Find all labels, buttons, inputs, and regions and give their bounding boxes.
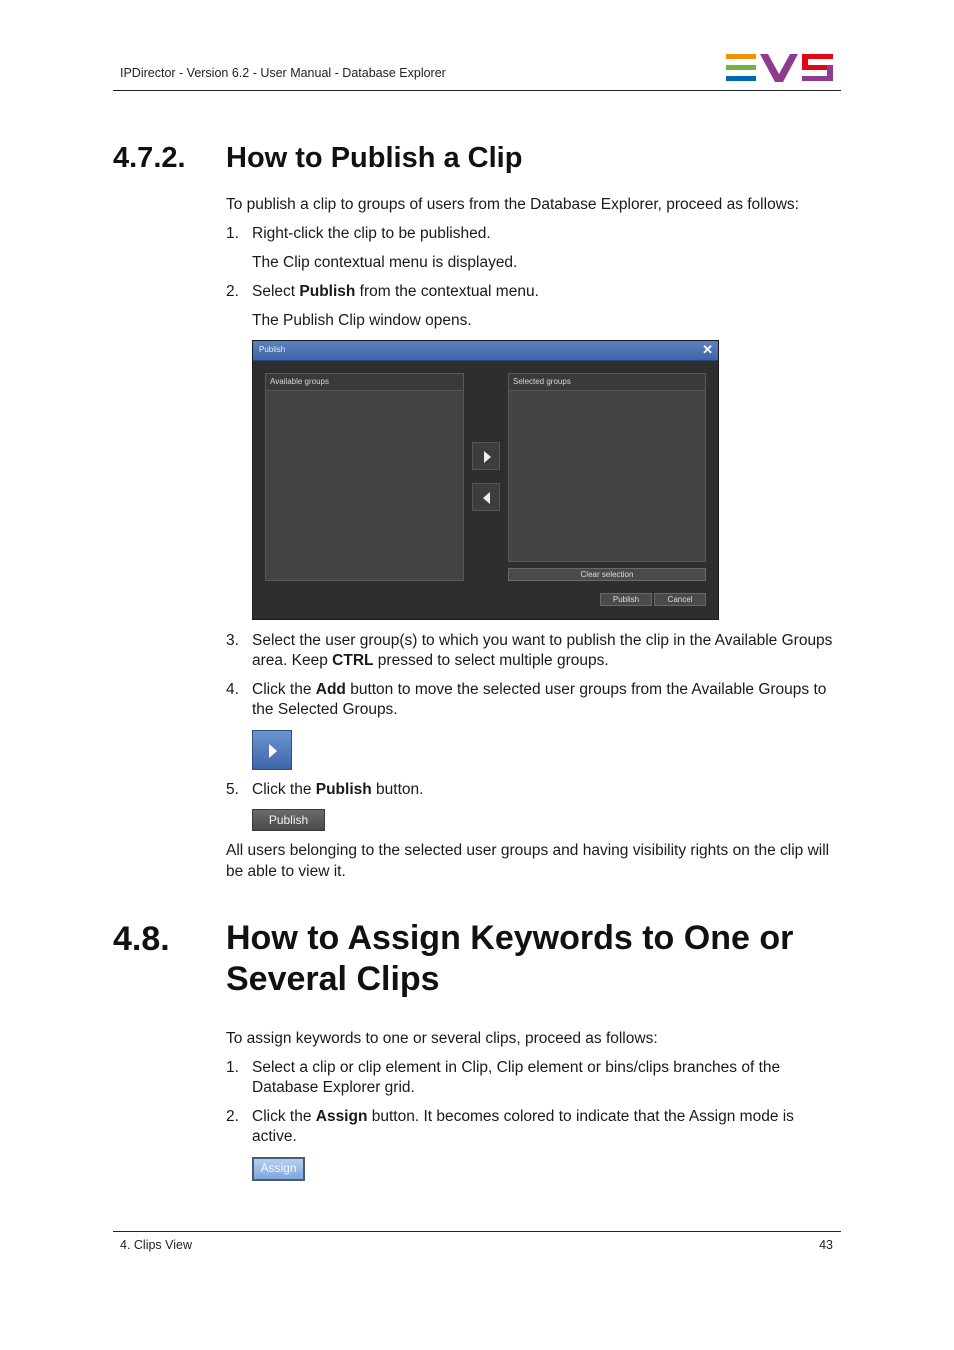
- step-number: 1.: [226, 225, 239, 242]
- step-number: 2.: [226, 1108, 239, 1125]
- step-text: Select Publish from the contextual menu.: [252, 283, 539, 300]
- step-text: Right-click the clip to be published.: [252, 225, 491, 242]
- arrow-right-icon: [484, 451, 491, 463]
- closing-paragraph: be able to view it.: [226, 863, 346, 880]
- step-text: Click the Publish button.: [252, 781, 424, 798]
- running-header: IPDirector - Version 6.2 - User Manual - Database Explorer: [120, 66, 446, 80]
- step-text: Select a clip or clip element in Clip, Clip element or bins/clips branches of the: [252, 1059, 781, 1076]
- step-result: The Publish Clip window opens.: [252, 312, 472, 329]
- intro-paragraph: To publish a clip to groups of users from the Database Explorer, proceed as follows:: [226, 196, 799, 213]
- step-number: 3.: [226, 632, 239, 649]
- header-rule: [113, 90, 841, 91]
- step-text: Database Explorer grid.: [252, 1079, 415, 1096]
- step-text: Click the Assign button. It becomes colored to indicate that the Assign mode is: [252, 1108, 794, 1125]
- section-title: How to Assign Keywords to One or Several Clips: [226, 919, 794, 998]
- arrow-left-icon: [483, 492, 490, 504]
- arrow-right-icon: [269, 744, 277, 758]
- intro-paragraph: To assign keywords to one or several clips, proceed as follows:: [226, 1030, 658, 1047]
- step-number: 1.: [226, 1059, 239, 1076]
- step-text: area. Keep CTRL pressed to select multiple groups.: [252, 652, 609, 669]
- step-text: Click the Add button to move the selected user groups from the Available Groups to: [252, 681, 827, 698]
- publish-button-image: Publish: [252, 809, 325, 831]
- step-text: Select the user group(s) to which you want to publish the clip in the Available Groups: [252, 632, 833, 649]
- add-button-image: [252, 730, 292, 770]
- step-result: The Clip contextual menu is displayed.: [252, 254, 518, 271]
- dialog-title: Publish: [259, 345, 286, 354]
- dialog-cancel-button[interactable]: Cancel: [654, 593, 706, 606]
- section-title: How to Publish a Clip: [226, 142, 523, 174]
- evs-logo: [726, 54, 834, 82]
- step-number: 4.: [226, 681, 239, 698]
- publish-dialog: [252, 340, 719, 620]
- assign-button-image: Assign: [252, 1157, 305, 1181]
- close-icon[interactable]: ✕: [702, 342, 713, 357]
- available-groups-label: Available groups: [270, 377, 330, 386]
- available-groups-list[interactable]: [265, 373, 464, 581]
- selected-groups-label: Selected groups: [513, 377, 571, 386]
- footer-chapter: 4. Clips View: [120, 1238, 193, 1252]
- section-number: 4.7.2.: [113, 142, 186, 174]
- selected-groups-list[interactable]: [508, 373, 706, 562]
- step-number: 5.: [226, 781, 239, 798]
- remove-button[interactable]: [472, 483, 500, 511]
- page-number: 43: [819, 1238, 833, 1252]
- closing-paragraph: All users belonging to the selected user groups and having visibility rights on the clip will: [226, 842, 830, 859]
- add-button[interactable]: [472, 442, 500, 470]
- step-number: 2.: [226, 283, 239, 300]
- step-text: active.: [252, 1128, 297, 1145]
- clear-selection-button[interactable]: Clear selection: [508, 568, 706, 581]
- step-text: the Selected Groups.: [252, 701, 398, 718]
- dialog-titlebar: [253, 341, 718, 361]
- section-number: 4.8.: [113, 920, 170, 958]
- footer-rule: [113, 1231, 841, 1232]
- dialog-publish-button[interactable]: Publish: [600, 593, 652, 606]
